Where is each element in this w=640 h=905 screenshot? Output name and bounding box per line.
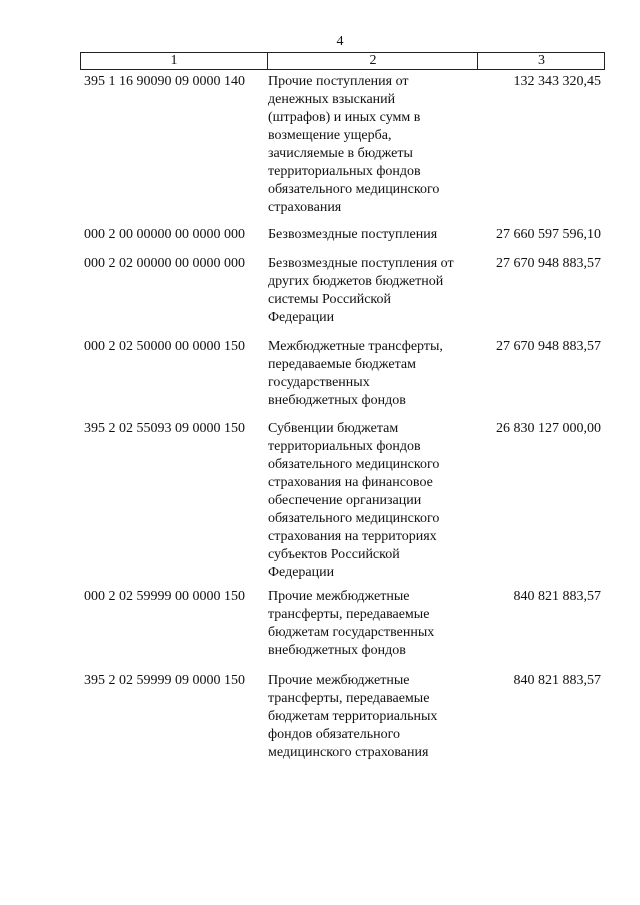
revenue-name xyxy=(268,73,468,217)
header-col-3: 3 xyxy=(477,53,605,69)
name-line: обязательного медицинского xyxy=(268,182,440,197)
name-line: трансферты, передаваемые xyxy=(268,691,430,706)
name-line: Субвенции бюджетам xyxy=(268,421,399,436)
name-line: возмещение ущерба, xyxy=(268,128,392,143)
name-line: передаваемые бюджетам xyxy=(268,357,416,372)
name-line: (штрафов) и иных сумм в xyxy=(268,110,421,125)
name-line: других бюджетов бюджетной xyxy=(268,274,444,289)
header-col-1: 1 xyxy=(170,53,178,68)
name-line: территориальных фондов xyxy=(268,439,421,454)
name-line: обеспечение организации xyxy=(268,493,422,508)
budget-code: 000 2 02 50000 00 0000 150 xyxy=(84,339,245,354)
name-line: трансферты, передаваемые xyxy=(268,607,430,622)
amount-value: 27 660 597 596,10 xyxy=(496,227,601,242)
amount-value: 27 670 948 883,57 xyxy=(496,339,601,354)
name-line: территориальных фондов xyxy=(268,164,421,179)
name-line: Федерации xyxy=(268,310,335,325)
name-line: фондов обязательного xyxy=(268,727,400,742)
page-number: 4 xyxy=(336,34,344,49)
budget-code: 000 2 02 59999 00 0000 150 xyxy=(84,589,245,604)
amount-value: 840 821 883,57 xyxy=(513,589,601,604)
name-line: бюджетам государственных xyxy=(268,625,435,640)
revenue-name xyxy=(268,338,468,410)
table-header xyxy=(80,52,605,70)
name-line: внебюджетных фондов xyxy=(268,393,406,408)
name-line: страхования xyxy=(268,200,342,215)
revenue-name xyxy=(268,226,468,244)
budget-code: 395 2 02 59999 09 0000 150 xyxy=(84,673,245,688)
name-line: Прочие межбюджетные xyxy=(268,673,410,688)
revenue-name xyxy=(268,672,468,762)
revenue-name xyxy=(268,588,468,660)
name-line: Безвозмездные поступления xyxy=(268,227,438,242)
name-line: государственных xyxy=(268,375,370,390)
budget-code: 000 2 02 00000 00 0000 000 xyxy=(84,256,245,271)
name-line: Безвозмездные поступления от xyxy=(268,256,454,271)
name-line: страхования на территориях xyxy=(268,529,437,544)
name-line: Прочие поступления от xyxy=(268,74,409,89)
name-line: бюджетам территориальных xyxy=(268,709,438,724)
name-line: зачисляемые в бюджеты xyxy=(268,146,413,161)
name-line: внебюджетных фондов xyxy=(268,643,406,658)
budget-code: 395 2 02 55093 09 0000 150 xyxy=(84,421,245,436)
budget-code: 000 2 00 00000 00 0000 000 xyxy=(84,227,245,242)
name-line: системы Российской xyxy=(268,292,392,307)
amount-value: 840 821 883,57 xyxy=(513,673,601,688)
name-line: денежных взысканий xyxy=(268,92,396,107)
name-line: обязательного медицинского xyxy=(268,511,440,526)
name-line: Прочие межбюджетные xyxy=(268,589,410,604)
name-line: страхования на финансовое xyxy=(268,475,433,490)
amount-value: 27 670 948 883,57 xyxy=(496,256,601,271)
revenue-name xyxy=(268,255,468,327)
name-line: обязательного медицинского xyxy=(268,457,440,472)
name-line: субъектов Российской xyxy=(268,547,400,562)
amount-value: 132 343 320,45 xyxy=(513,74,601,89)
header-col-2: 2 xyxy=(267,53,478,69)
amount-value: 26 830 127 000,00 xyxy=(496,421,601,436)
revenue-name xyxy=(268,420,468,582)
name-line: медицинского страхования xyxy=(268,745,429,760)
budget-code: 395 1 16 90090 09 0000 140 xyxy=(84,74,245,89)
name-line: Межбюджетные трансферты, xyxy=(268,339,443,354)
name-line: Федерации xyxy=(268,565,335,580)
